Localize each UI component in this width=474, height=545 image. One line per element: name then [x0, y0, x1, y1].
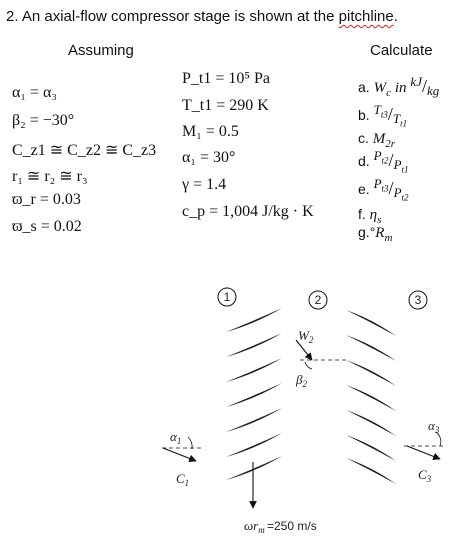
calc-item-f: f. $\eta_s$	[358, 206, 382, 226]
assumption-cz-equal: C_z1 ≅ C_z2 ≅ C_z3	[12, 142, 157, 159]
alpha3-label: $\alpha_3$	[428, 418, 440, 435]
assumption-radii-equal: r₁ ≅ r₂ ≅ r₃	[12, 168, 88, 185]
given-pt1: P_t1 = 10⁵ Pa	[182, 70, 270, 87]
calc-item-g: $g.^\circ R_m$	[358, 224, 393, 244]
rotor-blade	[226, 456, 282, 480]
alpha1-label: $\alpha_1$	[170, 429, 182, 446]
stator-blade	[346, 385, 396, 411]
c3-label: $C_3$	[418, 467, 432, 484]
station-2-label: 2	[314, 293, 322, 307]
given-m1: M₁ = 0.5	[182, 123, 239, 140]
station-1-label: 1	[223, 290, 231, 304]
stator-blade	[346, 458, 396, 484]
calc-item-a: a. $W_c$ in kJ/kg	[358, 74, 440, 99]
rotor-blade	[226, 433, 282, 457]
stator-blade-row	[346, 310, 396, 484]
title-period: .	[393, 8, 398, 25]
rotor-blade	[226, 383, 282, 407]
stator-blade	[346, 360, 396, 386]
assumption-alpha1-eq-alpha3: α₁ = α₃	[12, 84, 57, 101]
stator-blade	[346, 310, 396, 336]
calculate-header: Calculate	[370, 42, 433, 59]
w2-label: $W_2$	[298, 328, 314, 345]
rotor-blade	[226, 308, 282, 332]
assumption-stator-loss: ϖ_s = 0.02	[12, 218, 82, 235]
rotor-blade-row	[226, 308, 282, 480]
blade-speed-vector	[244, 462, 317, 535]
omega-rm-label: $\omega r_m$	[244, 518, 265, 535]
assumption-beta2: β₂ = −30°	[12, 112, 75, 129]
stator-blade	[346, 410, 396, 436]
w2-vector	[295, 328, 346, 389]
station-3-marker	[409, 291, 427, 309]
calc-item-b: b. $T_{t3}/T_{t1}$	[358, 102, 408, 129]
stator-blade	[346, 435, 396, 461]
assumption-rotor-loss: ϖ_r = 0.03	[12, 191, 81, 208]
given-tt1: T_t1 = 290 K	[182, 97, 269, 114]
given-alpha1: α₁ = 30°	[182, 149, 236, 166]
calc-item-d: d. $P_{t2}/P_{t1}$	[358, 148, 409, 175]
title-keyword-spellcheck: pitchline	[338, 8, 394, 25]
title-text: 2. An axial-flow compressor stage is shown at the	[6, 8, 339, 25]
rotor-blade	[226, 333, 282, 357]
given-gamma: γ = 1.4	[182, 176, 227, 193]
calc-item-c: c. $M_{2r}$	[358, 130, 396, 150]
assuming-header: Assuming	[68, 42, 134, 59]
rotor-blade	[226, 358, 282, 382]
c1-inlet-vector	[162, 429, 202, 488]
rotor-blade	[226, 408, 282, 432]
blade-speed-value: =250 m/s	[267, 519, 317, 533]
c3-exit-vector	[404, 418, 446, 484]
station-1-marker	[218, 288, 236, 306]
stator-blade	[346, 335, 396, 361]
calc-item-e: e. $P_{t3}/P_{t2}$	[358, 176, 409, 203]
given-cp: c_p = 1,004 J/kg · K	[182, 203, 314, 220]
station-3-label: 3	[414, 293, 422, 307]
c1-label: $C_1$	[176, 471, 190, 488]
station-2-marker	[309, 291, 327, 309]
beta2-label: $\beta_2$	[296, 372, 307, 389]
